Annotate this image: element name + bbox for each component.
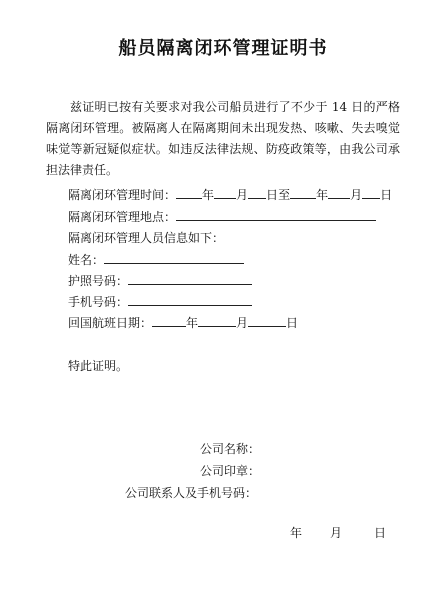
flight-month-text: 月 [236, 316, 249, 330]
quarantine-place-blank [176, 208, 376, 221]
company-name-line [200, 440, 260, 457]
end-month-text: 月 [350, 188, 363, 202]
end-year-blank [290, 186, 316, 199]
personnel-info-line [68, 230, 224, 246]
to-text: 至 [278, 188, 291, 202]
passport-blank [128, 272, 252, 285]
certify-line [68, 358, 128, 374]
signature-year-text: 年 [290, 526, 303, 540]
start-year-text: 年 [202, 188, 215, 202]
end-day-blank [362, 186, 380, 199]
start-day-text: 日 [266, 188, 279, 202]
name-blank [104, 251, 244, 264]
quarantine-place-line [68, 208, 376, 225]
passport-label: 护照号码： [68, 274, 129, 288]
passport-line [68, 272, 252, 289]
end-day-text: 日 [380, 188, 393, 202]
flight-year-text: 年 [186, 316, 199, 330]
quarantine-time-label: 隔离闭环管理时间： [68, 188, 177, 202]
quarantine-place-label: 隔离闭环管理地点： [68, 210, 177, 224]
phone-label: 手机号码： [68, 295, 129, 309]
end-month-blank [328, 186, 350, 199]
phone-line [68, 293, 252, 310]
flight-date-label: 回国航班日期： [68, 316, 153, 330]
company-name-label: 公司名称： [200, 442, 261, 456]
name-label: 姓名： [68, 253, 105, 267]
name-line [68, 251, 244, 268]
start-day-blank [248, 186, 266, 199]
flight-date-line [68, 314, 298, 331]
signature-month-text: 月 [330, 526, 343, 540]
phone-blank [128, 293, 252, 306]
personnel-info-label: 隔离闭环管理人员信息如下： [68, 231, 225, 245]
flight-year-blank [152, 314, 186, 327]
quarantine-time-line [68, 186, 392, 203]
start-month-blank [214, 186, 236, 199]
company-contact-line [125, 484, 257, 501]
company-seal-label: 公司印章： [200, 464, 261, 478]
certify-text: 特此证明。 [68, 359, 129, 373]
start-month-text: 月 [236, 188, 249, 202]
intro-paragraph: 兹证明已按有关要求对我公司船员进行了不少于 14 日的严格隔离闭环管理。被隔离人在隔离期间未出现发热、咳嗽、失去嗅觉味觉等新冠疑似症状。如违反法律法规、防疫政策等，由我公司承担法律责任。 [46, 100, 400, 177]
document-title: 船员隔离闭环管理证明书 [118, 38, 328, 59]
flight-day-text: 日 [286, 316, 299, 330]
signature-day-text: 日 [374, 526, 387, 540]
end-year-text: 年 [316, 188, 329, 202]
start-year-blank [176, 186, 202, 199]
signature-date-line [290, 524, 386, 541]
company-seal-line [200, 462, 260, 479]
company-contact-label: 公司联系人及手机号码： [125, 486, 258, 500]
flight-day-blank [248, 314, 286, 327]
flight-month-blank [198, 314, 236, 327]
